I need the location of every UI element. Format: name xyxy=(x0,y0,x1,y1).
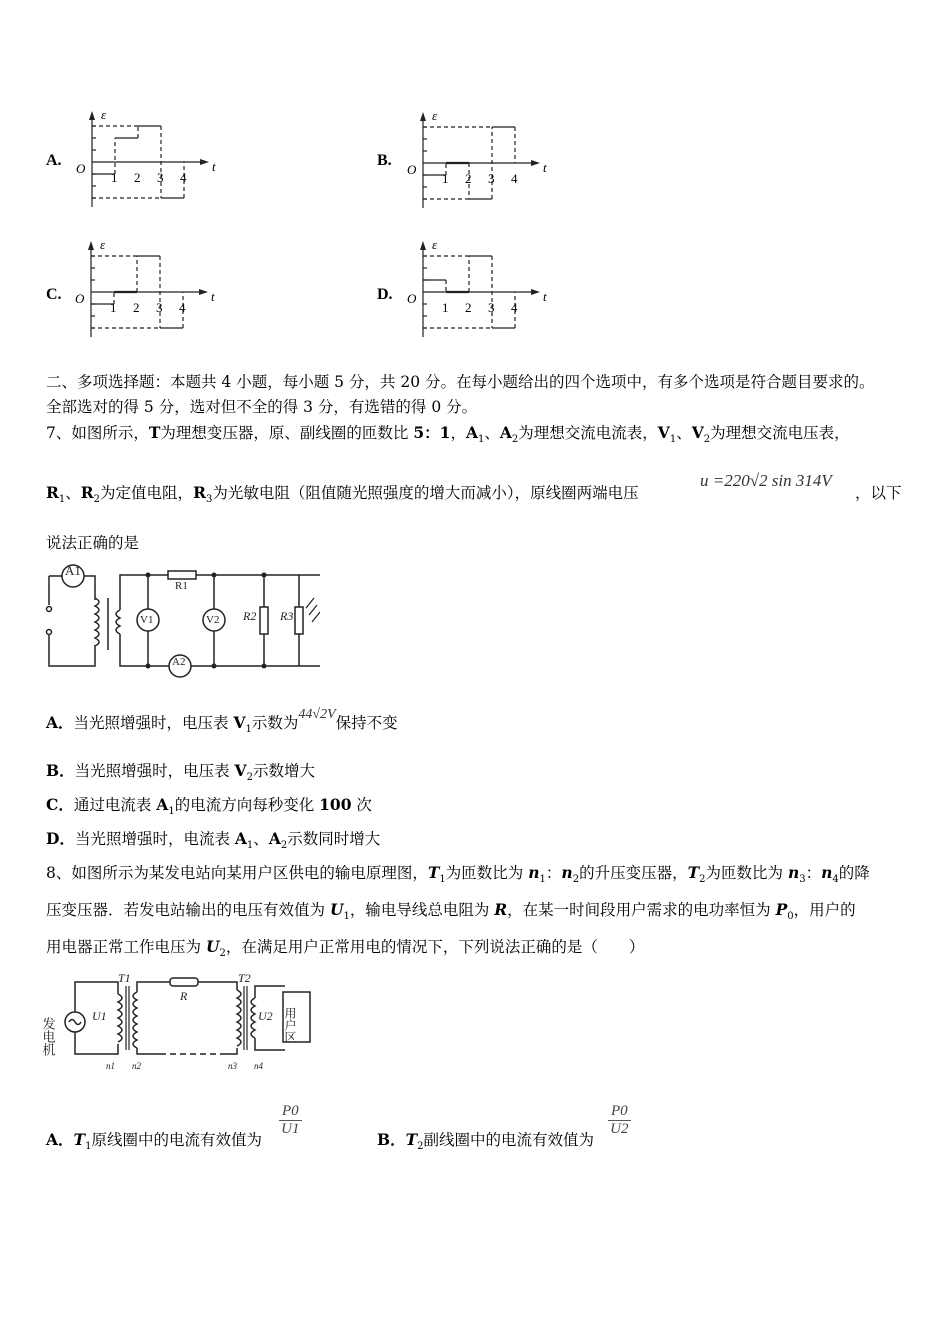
q7-line1: 7、如图所示，T为理想变压器，原、副线圈的匝数比 5：1，$A_1$、$A_2$为理想交流电流表，$V_1$、$V_2$为理想交流电压表， xyxy=(46,423,850,446)
x-tick-label: 1 xyxy=(442,300,449,315)
q7-option-b: B．当光照增强时，电压表 $V_2$示数增大 xyxy=(46,761,315,784)
y-axis-arrow xyxy=(88,241,94,250)
text-segment: 1 xyxy=(439,874,446,886)
text-segment: 1 xyxy=(539,874,546,886)
x-axis-arrow xyxy=(531,160,540,166)
text-segment: 的升压变压器， xyxy=(579,864,688,882)
u2-label: U2 xyxy=(258,1009,273,1023)
option-d-label: D. xyxy=(377,286,393,303)
section-scoring: 全部选对的得 5 分，选对但不全的得 3 分，有选错的得 0 分。 xyxy=(46,398,478,416)
option-c-label: C. xyxy=(46,286,62,303)
text-segment: U xyxy=(329,900,344,919)
r1-label: R1 xyxy=(175,580,188,592)
q7-line2: $R_1$、$R_2$为定值电阻，$R_3$为光敏电阻（阻值随光照强度的增大而减小），原线圈两端电压 xyxy=(46,483,639,506)
x-tick-label: 3 xyxy=(488,171,495,186)
x-axis-label: t xyxy=(212,159,216,174)
t2-label: T2 xyxy=(238,971,251,985)
y-axis-label: ε xyxy=(100,237,106,252)
y-axis-arrow xyxy=(420,241,426,250)
x-tick-label: 2 xyxy=(465,171,472,186)
x-tick-label: 2 xyxy=(465,300,472,315)
r2-label: R2 xyxy=(243,609,257,623)
text-segment: n xyxy=(821,863,833,882)
text-segment: 2 xyxy=(699,874,706,886)
x-axis-label: t xyxy=(543,289,547,304)
x-axis-label: t xyxy=(211,289,215,304)
text-segment: ，输电导线总电阻为 xyxy=(349,901,495,919)
text-segment: 4 xyxy=(832,874,839,886)
graph-d xyxy=(407,237,547,337)
x-axis-arrow xyxy=(531,289,540,295)
x-axis-arrow xyxy=(200,159,209,165)
text-segment: R xyxy=(494,900,508,919)
text-segment: P xyxy=(775,900,788,919)
t1-label: T1 xyxy=(118,971,131,985)
text-segment: 2 xyxy=(572,874,580,886)
y-axis-arrow xyxy=(89,111,95,120)
q7-circuit-diagram xyxy=(40,560,320,685)
r-label: R xyxy=(180,989,188,1003)
n3-label: n3 xyxy=(228,1061,237,1071)
x-tick-label: 3 xyxy=(488,300,495,315)
text-segment: 用电器正常工作电压为 xyxy=(46,938,206,956)
text-segment: 为匝数比为 xyxy=(445,864,529,882)
x-axis-arrow xyxy=(199,289,208,295)
v2-label: V2 xyxy=(206,614,220,626)
origin-label: O xyxy=(76,161,86,176)
text-segment: U xyxy=(205,937,220,956)
q7-line2-end: ，以下 xyxy=(855,484,902,502)
q7-line3: 说法正确的是 xyxy=(46,534,140,552)
text-segment: 3 xyxy=(799,874,806,886)
text-segment: ，用户的 xyxy=(793,901,856,919)
x-tick-label: 2 xyxy=(133,300,140,315)
y-axis-arrow xyxy=(420,112,426,121)
text-segment: ，在满足用户正常用电的情况下，下列说法正确的是（ ） xyxy=(225,938,645,956)
q8-option-b-fraction: $\frac{P0}{U2}$ xyxy=(608,1103,631,1138)
a1-label: A1 xyxy=(65,563,81,578)
origin-label: O xyxy=(407,162,417,177)
x-tick-label: 3 xyxy=(156,300,163,315)
text-segment: n xyxy=(561,863,573,882)
text-segment: ： xyxy=(805,864,822,882)
x-tick-label: 4 xyxy=(180,170,187,185)
v1-label: V1 xyxy=(140,614,154,626)
n2-label: n2 xyxy=(132,1061,141,1071)
option-a-label: A. xyxy=(46,152,62,169)
text-segment: 0 xyxy=(787,911,794,923)
text-segment: 1 xyxy=(343,911,350,923)
x-tick-label: 4 xyxy=(511,171,518,186)
q7-option-c: C．通过电流表 $A_1$的电流方向每秒变化 100 次 xyxy=(46,795,372,818)
text-segment: n xyxy=(528,863,540,882)
text-segment: n xyxy=(787,863,800,882)
origin-label: O xyxy=(407,291,417,306)
x-tick-label: 1 xyxy=(442,171,449,186)
text-segment: ： xyxy=(545,864,562,882)
graph-b xyxy=(407,108,547,208)
y-axis-label: ε xyxy=(101,107,107,122)
y-axis-label: ε xyxy=(432,108,438,123)
q8-option-b: B．$T_2$副线圈中的电流有效值为 xyxy=(377,1130,595,1153)
n1-label: n1 xyxy=(106,1061,115,1071)
generator-label: 发电机 xyxy=(40,1017,56,1056)
q8-option-a-fraction: $\frac{P0}{U1}$ xyxy=(279,1103,302,1138)
q8-line1 xyxy=(46,861,870,885)
x-tick-label: 4 xyxy=(179,300,186,315)
x-tick-label: 1 xyxy=(110,300,117,315)
origin-label: O xyxy=(75,291,85,306)
graph-c xyxy=(75,237,215,337)
text-segment: 为匝数比为 xyxy=(705,864,788,882)
user-area-label: 用户区 xyxy=(283,1007,297,1043)
x-tick-label: 4 xyxy=(511,300,518,315)
text-segment: 2 xyxy=(219,948,226,960)
u1-label: U1 xyxy=(92,1009,107,1023)
graph-a xyxy=(76,107,216,207)
text-segment: 的降 xyxy=(838,864,870,882)
n4-label: n4 xyxy=(254,1061,263,1071)
graph-a xyxy=(0,0,950,360)
text-segment: 压变压器．若发电站输出的电压有效值为 xyxy=(46,901,330,919)
r3-label: R3 xyxy=(280,609,294,623)
x-axis-label: t xyxy=(543,160,547,175)
text-segment: 8、如图所示为某发电站向某用户区供电的输电原理图， xyxy=(46,864,428,882)
y-axis-label: ε xyxy=(432,237,438,252)
x-tick-label: 1 xyxy=(111,170,118,185)
section-title: 二、多项选择题：本题共 4 小题，每小题 5 分，共 20 分。在每小题给出的四个选项中，有多个选项是符合题目要求的。 xyxy=(46,373,875,391)
x-tick-label: 2 xyxy=(134,170,141,185)
text-segment: ，在某一时间段用户需求的电功率恒为 xyxy=(507,901,776,919)
q7-voltage-formula: u =220√2 sin 314V xyxy=(700,471,832,490)
a2-label: A2 xyxy=(172,656,186,668)
q8-line3 xyxy=(46,935,644,959)
q7-option-d: D．当光照增强时，电流表 $A_1$、$A_2$示数同时增大 xyxy=(46,829,381,852)
text-segment: T xyxy=(427,863,440,882)
q8-circuit-diagram xyxy=(40,962,340,1077)
q8-line2 xyxy=(46,898,856,922)
q8-option-a: A．$T_1$原线圈中的电流有效值为 xyxy=(46,1130,262,1153)
q7-option-a: A．当光照增强时，电压表 $V_1$示数为44√2V保持不变 xyxy=(46,707,398,736)
option-b-label: B. xyxy=(377,152,392,169)
text-segment: T xyxy=(687,863,700,882)
x-tick-label: 3 xyxy=(157,170,164,185)
